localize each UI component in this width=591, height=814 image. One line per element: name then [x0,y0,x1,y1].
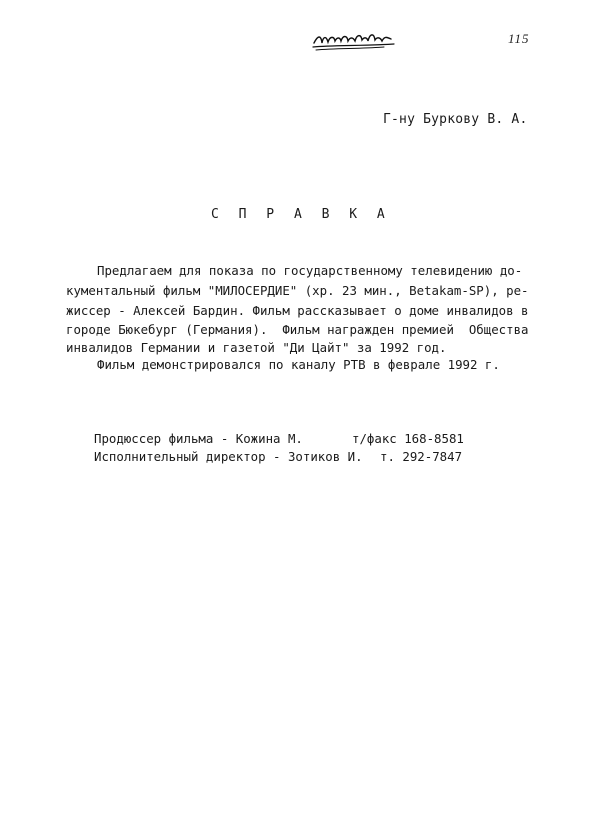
handwritten-annotation [312,29,396,51]
body-line: Предлагаем для показа по государственному телевидению до- [97,263,523,278]
body-line: городе Бюкебург (Германия). Фильм награжден премией Общества [66,322,529,337]
director-name: Исполнительный директор - Зотиков И. [94,449,363,464]
body-line: кументальный фильм "МИЛОСЕРДИЕ" (хр. 23 мин., Betakam-SP), ре- [66,283,529,298]
body-line: Фильм демонстрировался по каналу РТВ в феврале 1992 г. [97,357,500,372]
director-phone: т. 292-7847 [380,449,463,464]
body-line: жиссер - Алексей Бардин. Фильм рассказывает о доме инвалидов в [66,303,529,318]
body-line: инвалидов Германии и газетой "Ди Цайт" за 1992 год. [66,340,447,355]
producer-name: Продюссер фильма - Кожина М. [94,431,303,446]
addressee: Г-ну Буркову В. А. [383,112,528,127]
page-number: 115 [508,31,530,46]
producer-fax: т/факс 168-8581 [352,431,464,446]
document-title: С П Р А В К А [211,207,391,222]
